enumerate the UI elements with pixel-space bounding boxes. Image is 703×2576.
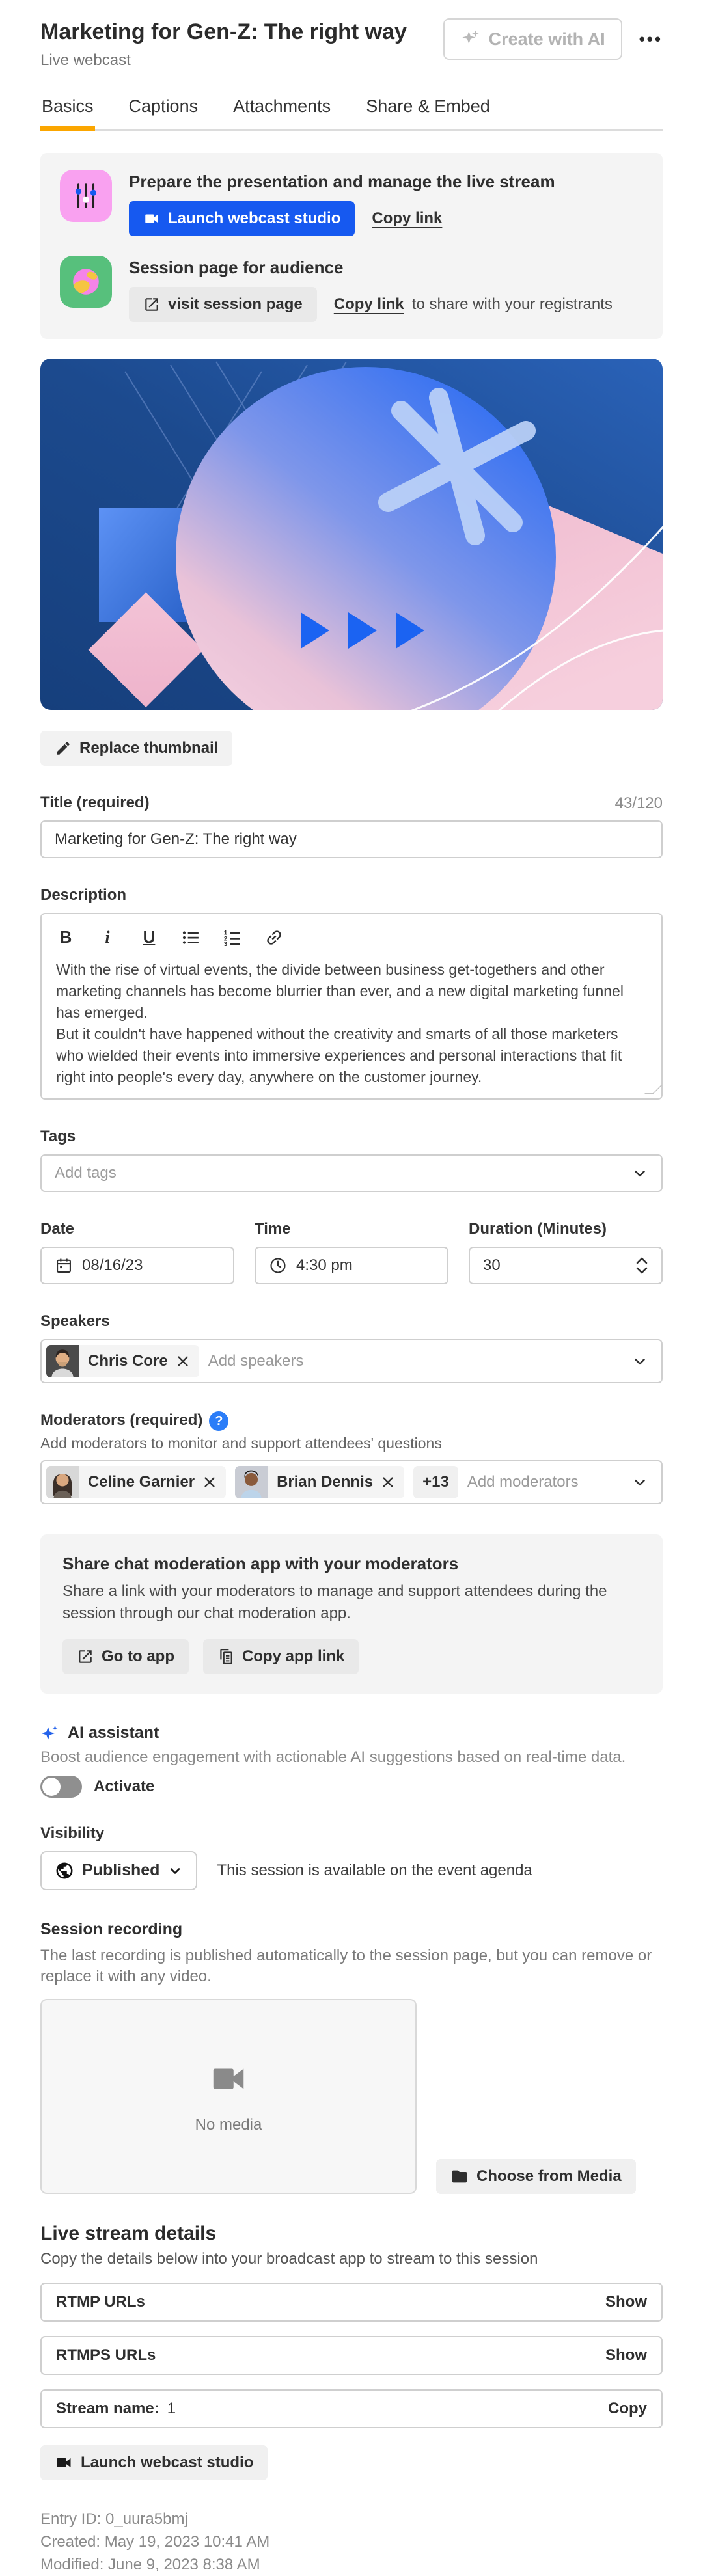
visit-session-page-button[interactable]: visit session page [129, 287, 317, 322]
tab-bar [40, 96, 663, 131]
description-paragraph-2: But it couldn't have happened without the creativity and smarts of all those marketers who wielded their events into immersive experiences and personal interactions that fit right into people's every day, anywhere on the customer journey. [56, 1025, 622, 1085]
session-page-buttons [129, 287, 613, 322]
editor-toolbar [55, 925, 648, 955]
session-recording-title: Session recording [40, 1919, 183, 1938]
media-row [40, 1999, 663, 2194]
time-cell [255, 1219, 448, 1284]
visibility-value: Published [82, 1861, 160, 1880]
stream-actions-title: Prepare the presentation and manage the live stream [129, 172, 555, 191]
ai-sparkles-icon [40, 1724, 60, 1743]
launch-webcast-studio-button-bottom[interactable]: Launch webcast studio [40, 2445, 268, 2480]
speakers-select[interactable] [40, 1339, 663, 1383]
chat-moderation-card [40, 1534, 663, 1694]
session-type-label: Live webcast [40, 51, 131, 69]
speakers-label: Speakers [40, 1312, 110, 1330]
globe-icon [55, 1861, 74, 1880]
globe-tile-icon [60, 256, 112, 308]
remove-moderator-icon[interactable] [202, 1475, 217, 1489]
copy-session-link[interactable]: Copy link [333, 295, 404, 313]
videocam-icon [143, 210, 160, 227]
session-thumbnail [40, 359, 663, 710]
moderator-name: Celine Garnier [88, 1472, 195, 1491]
remove-speaker-icon[interactable] [176, 1354, 190, 1368]
stream-name-copy-button[interactable]: Copy [608, 2399, 647, 2417]
tags-placeholder: Add tags [55, 1164, 117, 1182]
rtmps-urls-label: RTMPS URLs [56, 2346, 156, 2364]
folder-icon [450, 2167, 469, 2186]
entry-id: Entry ID: 0_uura5bmj [40, 2510, 188, 2528]
session-page-row [60, 256, 643, 322]
activate-toggle-label: Activate [94, 1777, 155, 1795]
tab-share-embed[interactable]: Share & Embed [366, 96, 490, 116]
duration-value: 30 [483, 1256, 501, 1274]
date-picker[interactable] [40, 1247, 234, 1284]
chat-moderation-body: Share a link with your moderators to manage and support attendees during the session through our chat moderation app. [62, 1582, 607, 1622]
moderators-hint: Add moderators to monitor and support attendees' questions [40, 1434, 442, 1452]
chevron-down-icon [631, 1165, 648, 1182]
tab-captions[interactable]: Captions [128, 96, 199, 116]
tags-label: Tags [40, 1128, 76, 1145]
speakers-placeholder: Add speakers [208, 1352, 304, 1370]
date-cell [40, 1219, 234, 1284]
sliders-icon [60, 170, 112, 222]
description-editor[interactable] [40, 913, 663, 1100]
tab-attachments[interactable]: Attachments [233, 96, 331, 116]
svg-text:2: 2 [223, 934, 228, 942]
speaker-name: Chris Core [88, 1352, 168, 1370]
numbered-list-icon[interactable] [223, 928, 242, 947]
stream-name-group [56, 2400, 176, 2418]
videocam-icon [208, 2059, 249, 2099]
chevron-down-icon [631, 1474, 648, 1491]
rtmp-show-button[interactable]: Show [605, 2292, 647, 2311]
moderators-label-text: Moderators (required) [40, 1411, 203, 1429]
create-with-ai-button[interactable]: Create with AI [443, 18, 622, 60]
toggle-knob [42, 1778, 61, 1796]
chat-moderation-buttons [62, 1639, 641, 1674]
tab-basics[interactable]: Basics [40, 96, 95, 129]
sparkles-icon [460, 29, 481, 49]
copy-link-suffix: to share with your registrants [411, 295, 613, 313]
speakers-section [40, 1312, 663, 1383]
svg-text:3: 3 [223, 940, 228, 947]
clock-icon [269, 1256, 287, 1275]
chevron-down-icon [167, 1863, 183, 1878]
chat-moderation-title: Share chat moderation app with your moderators [62, 1553, 459, 1573]
go-to-app-button[interactable]: Go to app [62, 1639, 189, 1674]
stream-name-row [40, 2389, 663, 2428]
launch-webcast-studio-button[interactable]: Launch webcast studio [129, 201, 355, 236]
title-input[interactable] [40, 820, 663, 858]
moderator-chip [235, 1466, 404, 1498]
moderators-label [40, 1411, 663, 1431]
choose-from-media-button[interactable]: Choose from Media [436, 2159, 636, 2194]
pencil-icon [55, 740, 72, 757]
italic-icon[interactable]: i [105, 927, 110, 947]
tags-section [40, 1127, 663, 1192]
session-page-title: Session page for audience [129, 258, 344, 277]
time-value: 4:30 pm [296, 1256, 353, 1274]
activate-toggle[interactable] [40, 1776, 82, 1798]
moderator-chip [46, 1466, 226, 1498]
stream-actions-body [129, 170, 555, 236]
media-placeholder [40, 1999, 417, 2194]
moderators-placeholder: Add moderators [467, 1472, 579, 1491]
duration-stepper[interactable] [469, 1247, 663, 1284]
help-icon[interactable]: ? [209, 1411, 228, 1431]
header-actions [443, 18, 663, 60]
no-media-label: No media [195, 2115, 262, 2134]
description-paragraph-1: With the rise of virtual events, the divide between business get-togethers and other marketing channels has become blurrier than ever, and a new digital marketing funnel has emerged. [56, 961, 624, 1021]
rtmps-show-button[interactable]: Show [605, 2346, 647, 2364]
tags-select[interactable] [40, 1154, 663, 1192]
more-menu-button[interactable]: ••• [639, 29, 663, 49]
rtmps-urls-row [40, 2336, 663, 2375]
description-section [40, 886, 663, 1100]
stream-name-label: Stream name: [56, 2399, 159, 2417]
live-stream-section [40, 2223, 663, 2480]
moderators-overflow-badge[interactable]: +13 [413, 1466, 458, 1498]
created-date: Created: May 19, 2023 10:41 AM [40, 2532, 270, 2551]
duration-cell [469, 1219, 663, 1284]
external-link-icon [77, 1648, 94, 1665]
header-titles [40, 18, 407, 70]
time-label: Time [255, 1220, 291, 1238]
visibility-description: This session is available on the event agenda [217, 1861, 532, 1879]
live-stream-subtitle: Copy the details below into your broadcast app to stream to this session [40, 2249, 538, 2268]
replace-thumbnail-button[interactable]: Replace thumbnail [40, 731, 232, 766]
moderators-section [40, 1411, 663, 1504]
session-recording-body: The last recording is published automatically to the session page, but you can remove or replace it with any video. [40, 1946, 652, 1985]
ai-assistant-title: AI assistant [68, 1724, 159, 1742]
ai-assistant-body: Boost audience engagement with actionable AI suggestions based on real-time data. [40, 1748, 626, 1766]
description-text [55, 955, 648, 1089]
page-title: Marketing for Gen-Z: The right way [40, 20, 407, 44]
time-picker[interactable] [255, 1247, 448, 1284]
entry-metadata [40, 2508, 663, 2576]
session-recording-section [40, 1920, 663, 2194]
link-icon[interactable] [264, 928, 284, 947]
stream-actions-buttons [129, 201, 555, 236]
title-label: Title (required) [40, 794, 150, 811]
copy-stream-link[interactable]: Copy link [372, 210, 443, 227]
stream-name-value: 1 [167, 2399, 176, 2417]
copy-app-link-button[interactable]: Copy app link [203, 1639, 359, 1674]
speaker-chip [46, 1345, 199, 1377]
title-section [40, 793, 663, 858]
visibility-dropdown[interactable] [40, 1851, 197, 1890]
stream-actions-row [60, 170, 643, 236]
rtmp-urls-label: RTMP URLs [56, 2292, 145, 2311]
ai-assistant-section [40, 1724, 663, 1798]
rtmp-urls-row [40, 2283, 663, 2322]
header [40, 18, 663, 70]
moderators-select[interactable] [40, 1460, 663, 1504]
chevron-down-icon [631, 1353, 648, 1370]
bold-icon[interactable]: B [59, 927, 72, 947]
description-label: Description [40, 886, 127, 904]
remove-moderator-icon[interactable] [381, 1475, 395, 1489]
external-link-icon [143, 296, 160, 313]
avatar [46, 1345, 79, 1377]
title-char-counter: 43/120 [614, 794, 663, 812]
duration-label: Duration (Minutes) [469, 1220, 607, 1238]
schedule-section [40, 1219, 663, 1284]
stepper-arrows[interactable] [635, 1257, 648, 1274]
quick-actions-card [40, 153, 663, 339]
svg-text:1: 1 [223, 929, 228, 936]
ai-assistant-header [40, 1724, 663, 1743]
visibility-label: Visibility [40, 1824, 105, 1842]
date-value: 08/16/23 [82, 1256, 143, 1274]
avatar [235, 1466, 268, 1498]
session-page-body [129, 256, 613, 322]
bullet-list-icon[interactable] [181, 928, 200, 947]
moderator-name: Brian Dennis [277, 1472, 374, 1491]
visibility-row [40, 1851, 663, 1890]
live-stream-title: Live stream details [40, 2222, 217, 2244]
calendar-icon [55, 1256, 73, 1275]
title-label-row [40, 793, 663, 813]
ai-toggle-row [40, 1776, 663, 1798]
underline-icon[interactable]: U [143, 927, 156, 947]
avatar [46, 1466, 79, 1498]
visibility-section [40, 1824, 663, 1890]
modified-date: Modified: June 9, 2023 8:38 AM [40, 2555, 260, 2573]
copy-icon [217, 1648, 234, 1665]
videocam-icon [55, 2454, 73, 2472]
date-label: Date [40, 1220, 75, 1238]
